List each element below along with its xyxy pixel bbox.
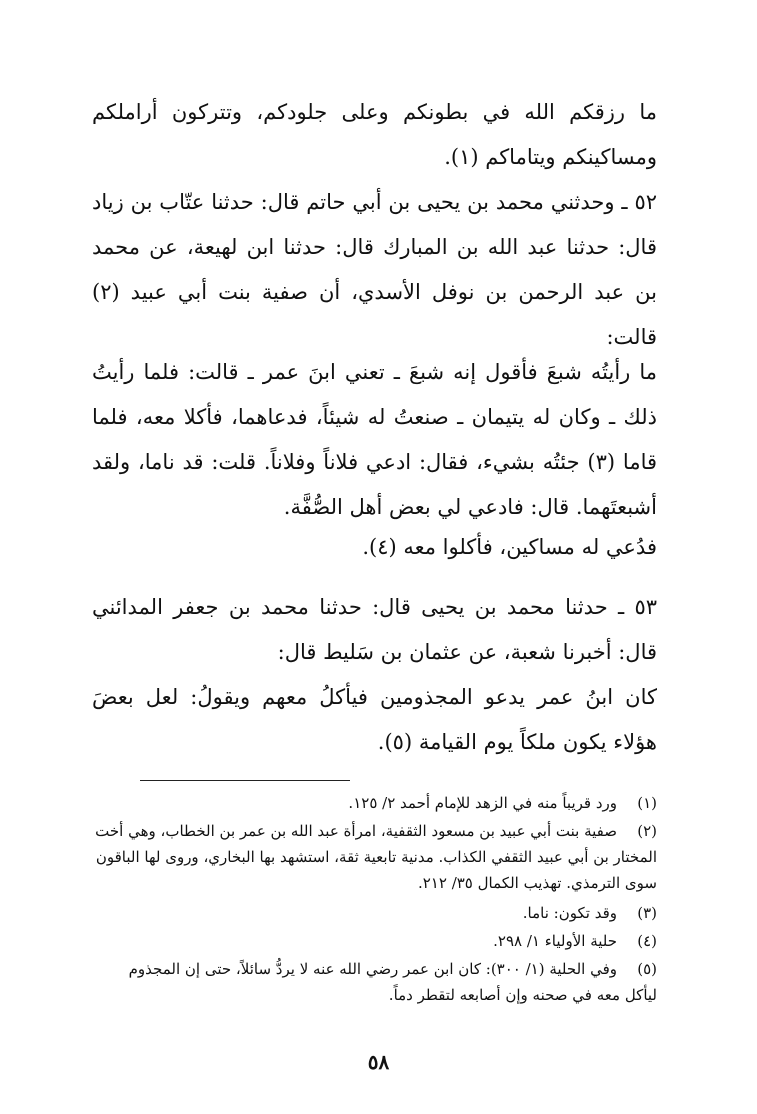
footnote-mark: (٥) [637,960,657,978]
footnote-2 [92,818,657,896]
paragraph-1: ما رزقكم الله في بطونكم وعلى جلودكم، وتتركون أراملكم ومساكينكم ويتاماكم (١). [92,100,657,169]
footnote-4 [92,928,657,954]
hadith-52-ending: فدُعي له مساكين، فأكلوا معه (٤). [362,535,657,559]
hadith-52-chain: ٥٢ ـ وحدثني محمد بن يحيى بن أبي حاتم قال: حدثنا عتّاب بن زياد قال: حدثنا عبد الله بن المبارك قال: حدثنا ابن لهيعة، عن محمد بن عبد الرحمن بن نوفل الأسدي، أن صفية بنت أبي عبيد (٢) قالت: [92,190,657,349]
footnote-divider [140,780,350,781]
footnote-text: ورد قريباً منه في الزهد للإمام أحمد ٢/ ١٢٥. [348,794,617,812]
footnote-mark: (١) [637,794,657,812]
footnote-text: وفي الحلية (١/ ٣٠٠): كان ابن عمر رضي الله عنه لا يردُّ سائلاً، حتى إن المجذوم ليأكل معه في صحنه وإن أصابعه لتقطر دماً. [128,960,657,1004]
footnote-3 [92,900,657,926]
hadith-52-text: ما رأيتُه شبعَ فأقول إنه شبعَ ـ تعني ابنَ عمر ـ قالت: فلما رأيتُ ذلك ـ وكان له يتيمان ـ صنعتُ له شيئاً، فدعاهما، فأكلا معه، فلما قاما (٣) جئتُه بشيء، فقال: ادعي فلاناً وفلاناً. قلت: قد ناما، ولقد أشبعتَهما. قال: فادعي لي بعض أهل الصُّفَّة. [92,360,658,519]
footnote-5 [92,956,657,1008]
footnote-mark: (٤) [637,932,657,950]
page-number: ٥٨ [367,1050,390,1074]
footnote-text: صفية بنت أبي عبيد بن مسعود الثقفية، امرأة عبد الله بن عمر بن الخطاب، وهي أخت المختار بن أبي عبيد الثقفي الكذاب. مدنية تابعية ثقة، استشهد بها البخاري، وروى لها الباقون سوى الترمذي. تهذيب الكمال ٣٥/ ٢١٢. [95,822,657,892]
hadith-53-chain: ٥٣ ـ حدثنا محمد بن يحيى قال: حدثنا محمد بن جعفر المدائني قال: أخبرنا شعبة، عن عثمان بن سَليط قال: [92,595,657,664]
footnote-mark: (٢) [637,822,657,840]
footnote-text: وقد تكون: ناما. [522,904,617,922]
hadith-53-text: كان ابنُ عمر يدعو المجذومين فيأكلُ معهم ويقولُ: لعل بعضَ هؤلاء يكون ملكاً يوم القيامة (٥). [92,685,657,754]
footnote-text: حلية الأولياء ١/ ٢٩٨. [493,932,617,950]
footnote-mark: (٣) [637,904,657,922]
footnote-1 [92,790,657,816]
